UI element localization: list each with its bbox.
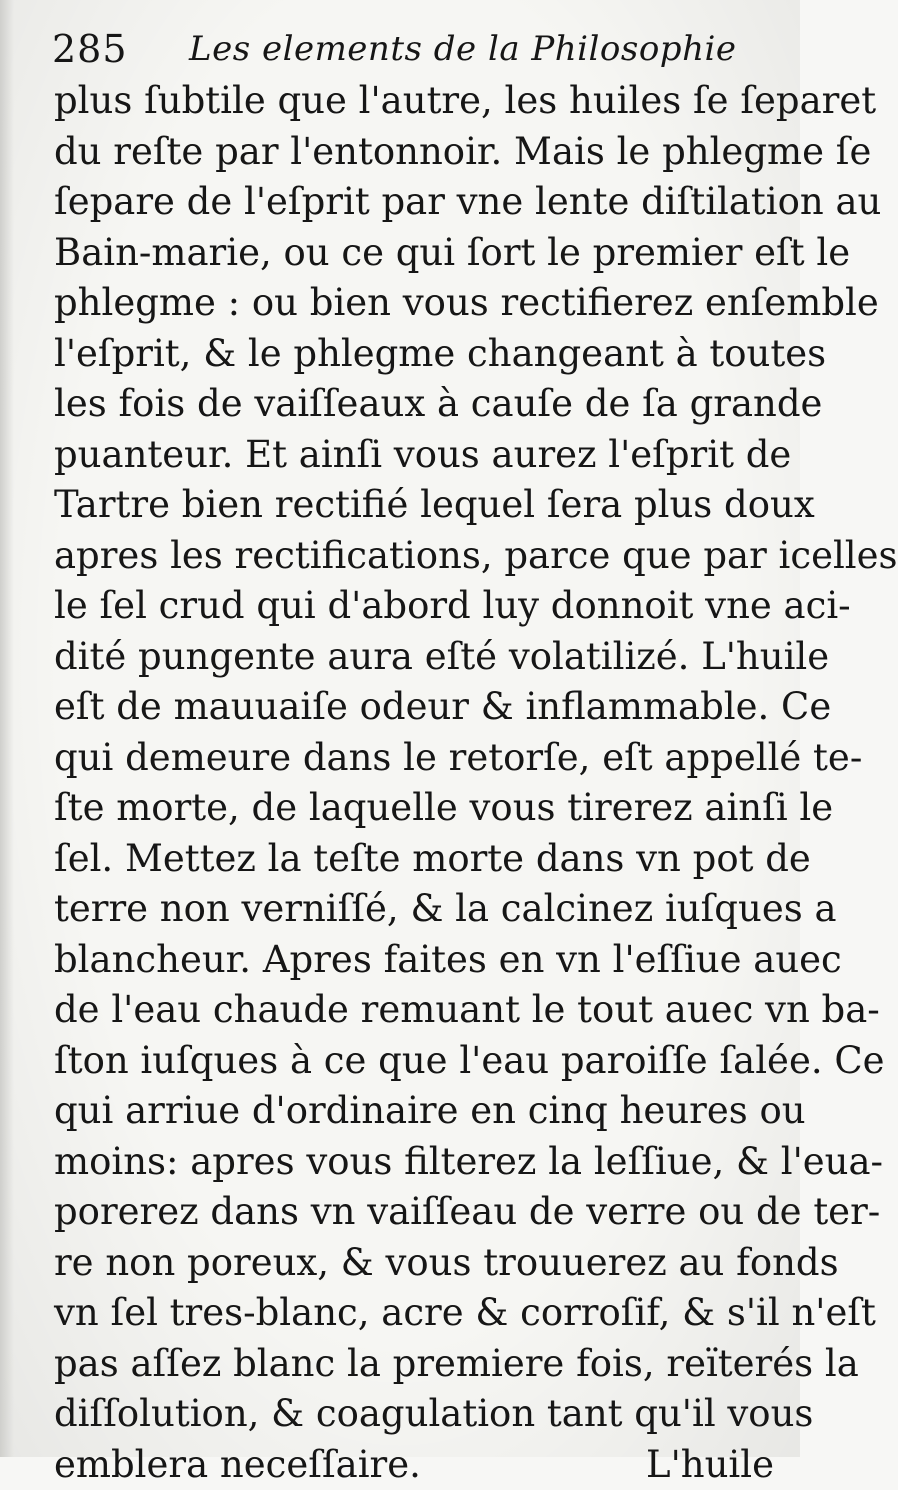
text-line: blancheur. Apres faites en vn l'eſſiue auec xyxy=(54,935,774,986)
text-line: qui demeure dans le retorſe, eſt appellé te- xyxy=(54,733,774,784)
final-line xyxy=(54,1440,774,1490)
running-head xyxy=(52,22,772,76)
text-line: plus ſubtile que l'autre, les huiles ſe ſeparet xyxy=(54,76,774,127)
text-line: ſte morte, de laquelle vous tirerez ainſi le xyxy=(54,783,774,834)
page-number: 285 xyxy=(52,22,128,76)
text-line: moins: apres vous filterez la leſſiue, & l'eua- xyxy=(54,1137,774,1188)
text-line: les fois de vaiſſeaux à cauſe de ſa grande xyxy=(54,379,774,430)
text-line: Tartre bien rectifié lequel ſera plus doux xyxy=(54,480,774,531)
text-line: pas aſſez blanc la premiere fois, reïterés la xyxy=(54,1339,774,1390)
text-line: ſton iuſques à ce que l'eau paroiſſe ſalée. Ce xyxy=(54,1036,774,1087)
text-line: diſſolution, & coagulation tant qu'il vous xyxy=(54,1389,774,1440)
catchword: L'huile xyxy=(646,1440,774,1490)
text-line: apres les rectifications, parce que par icelles xyxy=(54,531,774,582)
text-line: l'eſprit, & le phlegme changeant à toutes xyxy=(54,329,774,380)
text-line: ſel. Mettez la teſte morte dans vn pot de xyxy=(54,834,774,885)
body-text xyxy=(54,76,774,1490)
text-line: dité pungente aura eſté volatilizé. L'huile xyxy=(54,632,774,683)
text-line: qui arriue d'ordinaire en cinq heures ou xyxy=(54,1086,774,1137)
text-line: de l'eau chaude remuant le tout auec vn ba- xyxy=(54,985,774,1036)
text-line: puanteur. Et ainſi vous aurez l'eſprit de xyxy=(54,430,774,481)
text-line: re non poreux, & vous trouuerez au fonds xyxy=(54,1238,774,1289)
text-line: porerez dans vn vaiſſeau de verre ou de ter- xyxy=(54,1187,774,1238)
running-title: Les elements de la Philosophie xyxy=(189,22,736,76)
text-line: Bain-marie, ou ce qui ſort le premier eſt le xyxy=(54,228,774,279)
text-line: phlegme : ou bien vous rectifierez enſemble xyxy=(54,278,774,329)
text-line: terre non verniſſé, & la calcinez iuſques a xyxy=(54,884,774,935)
text-line: vn ſel tres-blanc, acre & corroſif, & s'il n'eſt xyxy=(54,1288,774,1339)
text-line: emblera neceſſaire. xyxy=(54,1440,421,1490)
text-line: du reſte par l'entonnoir. Mais le phlegme ſe xyxy=(54,127,774,178)
text-line: eſt de mauuaiſe odeur & inflammable. Ce xyxy=(54,682,774,733)
text-line: ſepare de l'eſprit par vne lente diſtilation au xyxy=(54,177,774,228)
page-gutter-shadow xyxy=(0,0,14,1457)
text-line: le ſel crud qui d'abord luy donnoit vne aci- xyxy=(54,581,774,632)
